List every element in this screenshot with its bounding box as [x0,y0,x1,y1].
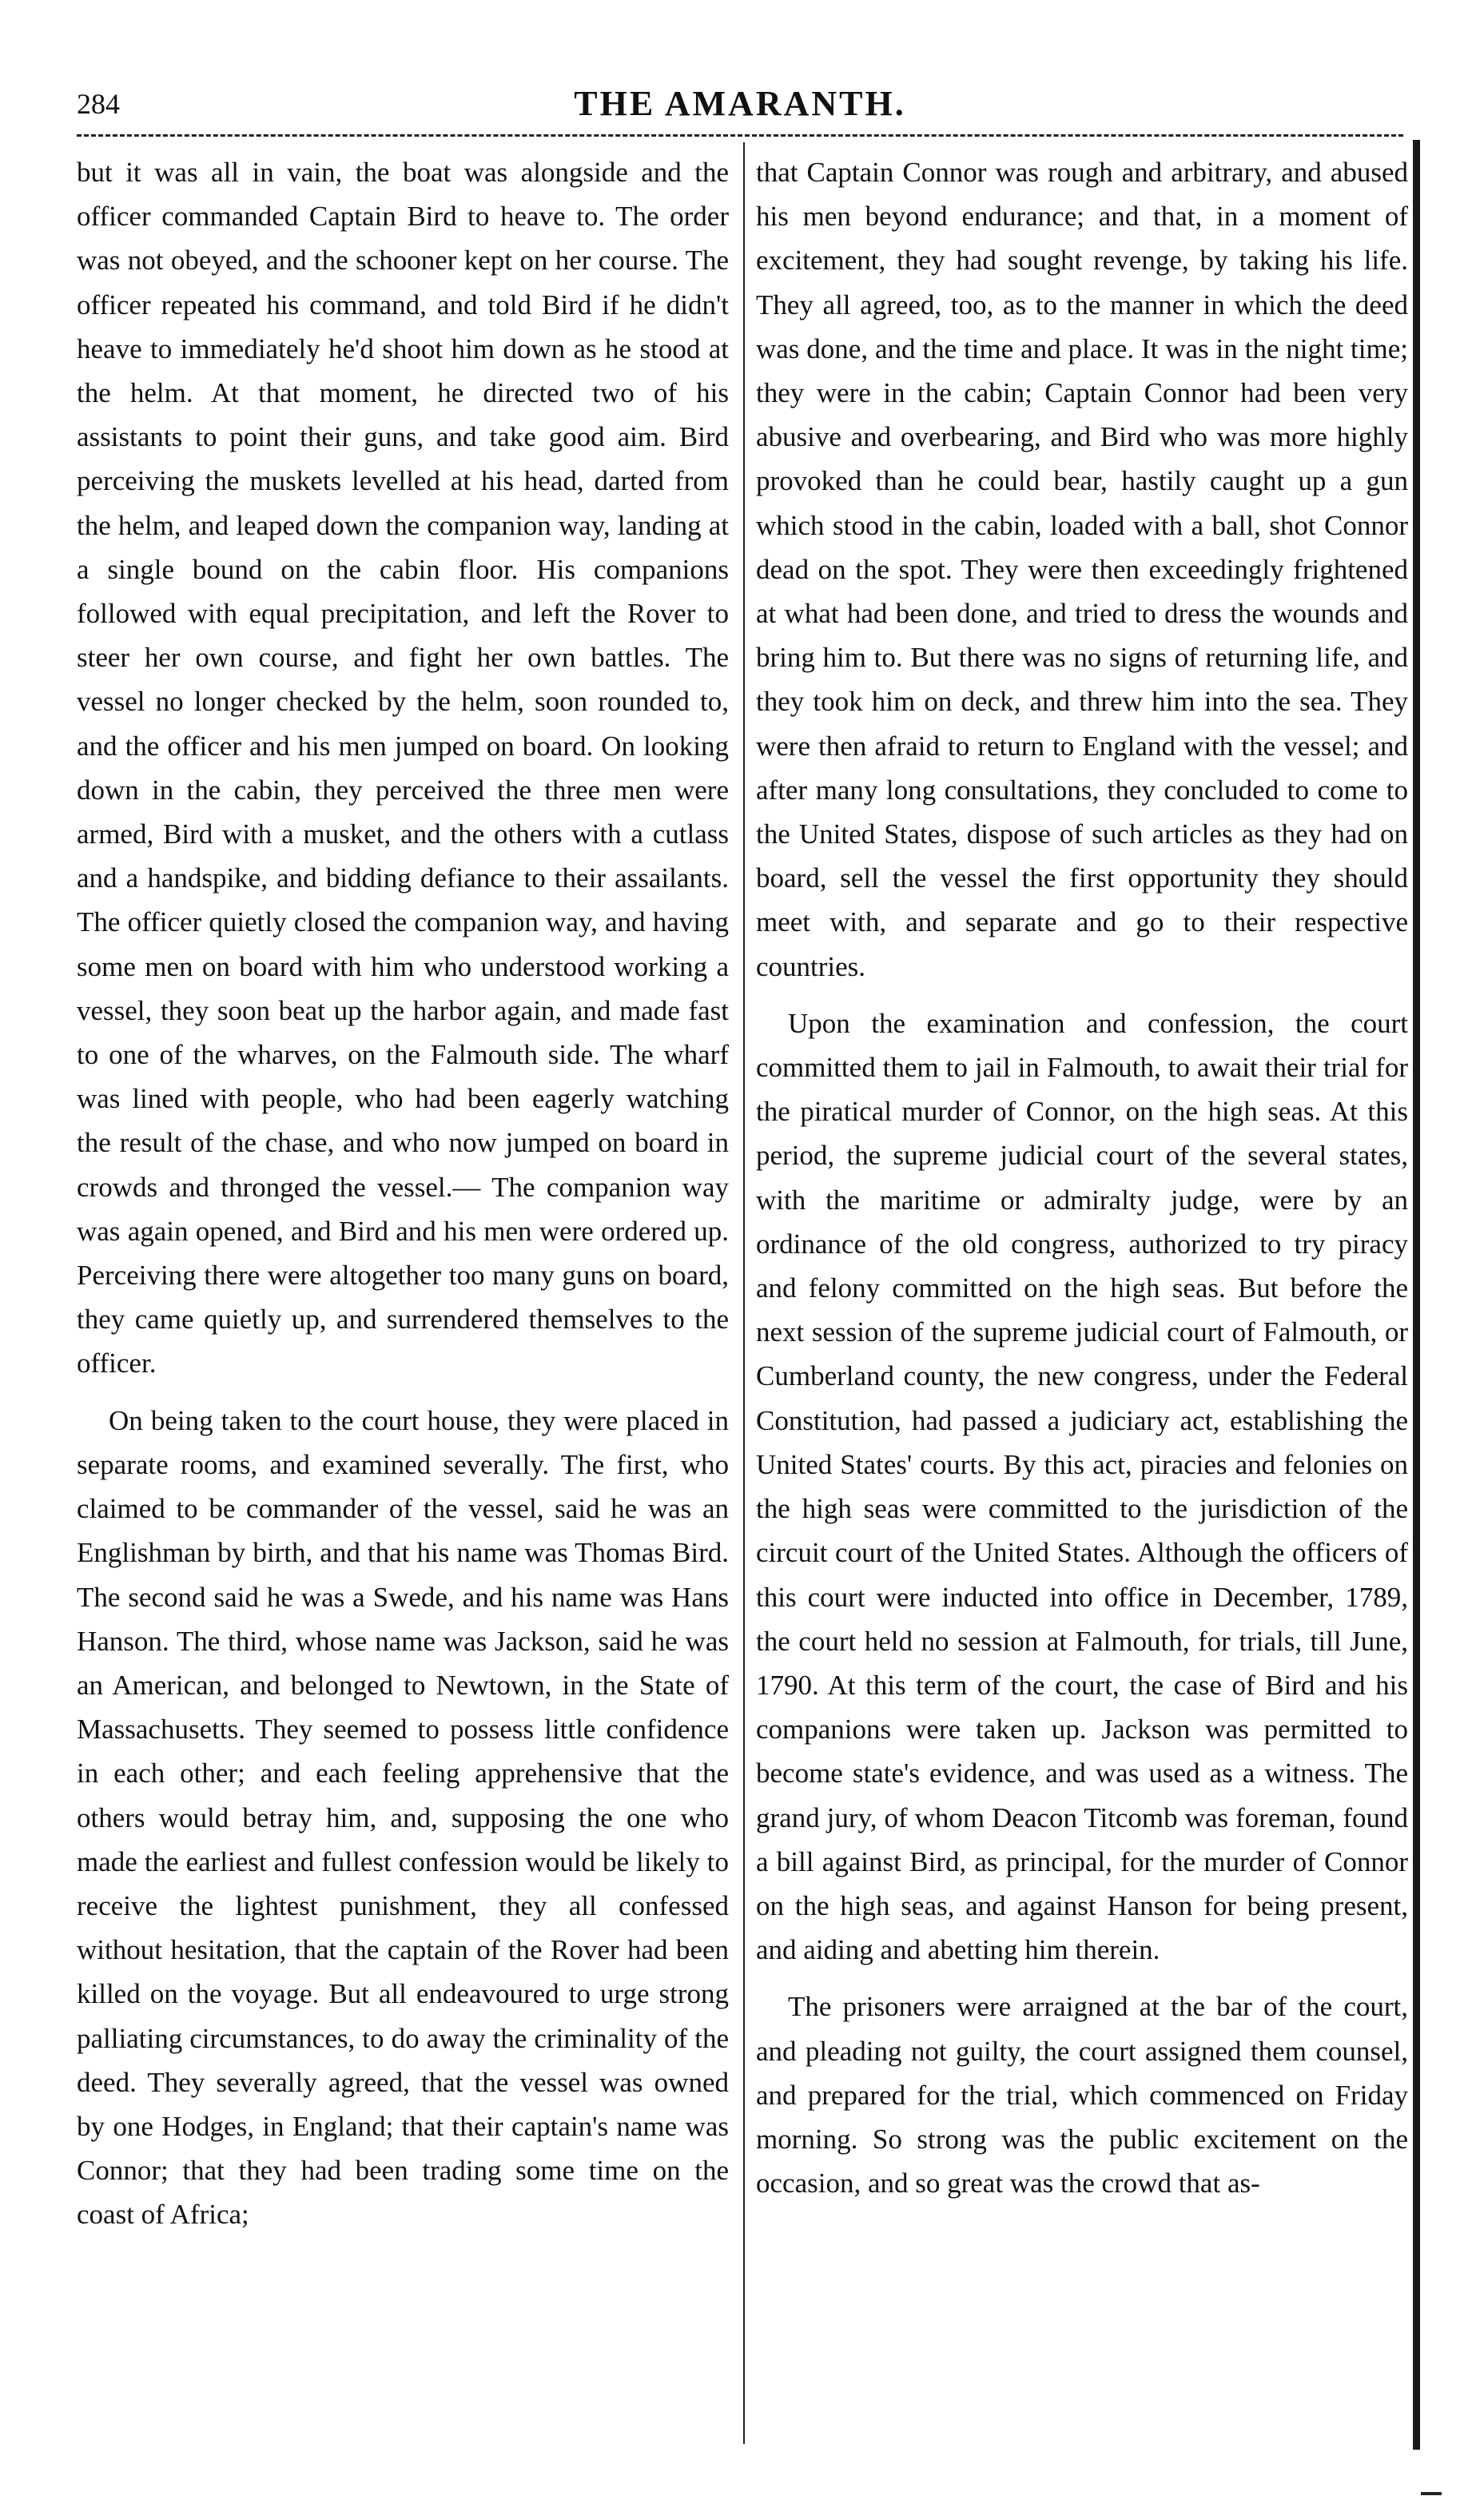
right-column [756,150,1408,2436]
left-column [77,150,729,2436]
running-title: THE AMARANTH. [574,84,906,123]
stray-mark [1421,2492,1442,2495]
right-paragraph-3: The prisoners were arraigned at the bar of the court, and pleading not guilty, the court assigned them counsel, and prepared for the trial, which commenced on Friday morning. So strong was the public excitement on the occasion, and so great was the crowd that as- [756,1991,1408,2200]
right-paragraph-1: that Captain Connor was rough and arbitrary, and abused his men beyond endurance; and that, in a moment of excitement, they had sought revenge, by taking his life. They all agreed, too, as to the manner in which the deed was done, and the time and place. It was in the night time; they were in the cabin; Captain Connor had been very abusive and overbearing, and Bird who was more highly provoked than he could bear, hastily caught up a gun which stood in the cabin, loaded with a ball, shot Connor dead on the spot. They were then exceedingly frightened at what had been done, and tried to dress the wounds and bring him to. But there was no signs of returning life, and they took him on deck, and threw him into the sea. They were then afraid to return to England with the vessel; and after many long consultations, they concluded to come to the United States, dispose of such articles as they had on board, sell the vessel the first opportunity they should meet with, and separate and go to their respective countries. [756,157,1408,982]
header-rule [77,134,1403,137]
right-paragraph-2: Upon the examination and confession, the court committed them to jail in Falmouth, to await their trial for the piratical murder of Connor, on the high seas. At this period, the supreme judicial court of the several states, with the maritime or admiralty judge, were by an ordinance of the old congress, authorized to try piracy and felony committed on the high seas. But before the next session of the supreme judicial court of Falmouth, or Cumberland county, the new congress, under the Federal Constitution, had passed a judiciary act, establishing the United States' courts. By this act, piracies and felonies on the high seas were committed to the jurisdiction of the circuit court of the United States. Although the officers of this court were inducted into office in December, 1789, the court held no session at Falmouth, for trials, till June, 1790. At this term of the court, the case of Bird and his companions were taken up. Jackson was permitted to become state's evidence, and was used as a witness. The grand jury, of whom Deacon Titcomb was foreman, found a bill against Bird, as principal, for the murder of Connor on the high seas, and against Hanson for being present, and aiding and abetting him therein. [756,1007,1408,1966]
page-edge-bar [1413,140,1420,2450]
left-paragraph-2: On being taken to the court house, they were placed in separate rooms, and examined severally. The first, who claimed to be commander of the vessel, said he was an Englishman by birth, and that his name was Thomas Bird. The second said he was a Swede, and his name was Hans Hanson. The third, whose name was Jackson, said he was an American, and belonged to Newtown, in the State of Massachusetts. They seemed to possess little confidence in each other; and each feeling apprehensive that the others would betray him, and, supposing the one who made the earliest and fullest confession would be likely to receive the lightest punishment, they all confessed without hesitation, that the captain of the Rover had been killed on the voyage. But all endeavoured to urge strong palliating circumstances, to do away the criminality of the deed. They severally agreed, that the vessel was owned by one Hodges, in England; that their captain's name was Connor; that they had been trading some time on the coast of Africa; [77,1404,729,2231]
left-paragraph-1: but it was all in vain, the boat was alongside and the officer commanded Captain Bird to heave to. The order was not obeyed, and the schooner kept on her course. The officer repeated his command, and told Bird if he didn't heave to immediately he'd shoot him down as he stood at the helm. At that moment, he directed two of his assistants to point their guns, and take good aim. Bird perceiving the muskets levelled at his head, darted from the helm, and leaped down the companion way, landing at a single bound on the cabin floor. His companions followed with equal precipitation, and left the Rover to steer her own course, and fight her own battles. The vessel no longer checked by the helm, soon rounded to, and the officer and his men jumped on board. On looking down in the cabin, they perceived the three men were armed, Bird with a musket, and the others with a cutlass and a handspike, and bidding defiance to their assailants. The officer quietly closed the companion way, and having some men on board with him who understood working a vessel, they soon beat up the harbor again, and made fast to one of the wharves, on the Falmouth side. The wharf was lined with people, who had been eagerly watching the result of the chase, and who now jumped on board in crowds and thronged the vessel.— The companion way was again opened, and Bird and his men were ordered up. Perceiving there were altogether too many guns on board, they came quietly up, and surrendered themselves to the officer. [77,157,729,1379]
page-header [77,80,1403,128]
page-number: 284 [77,88,120,120]
column-divider [743,142,745,2444]
